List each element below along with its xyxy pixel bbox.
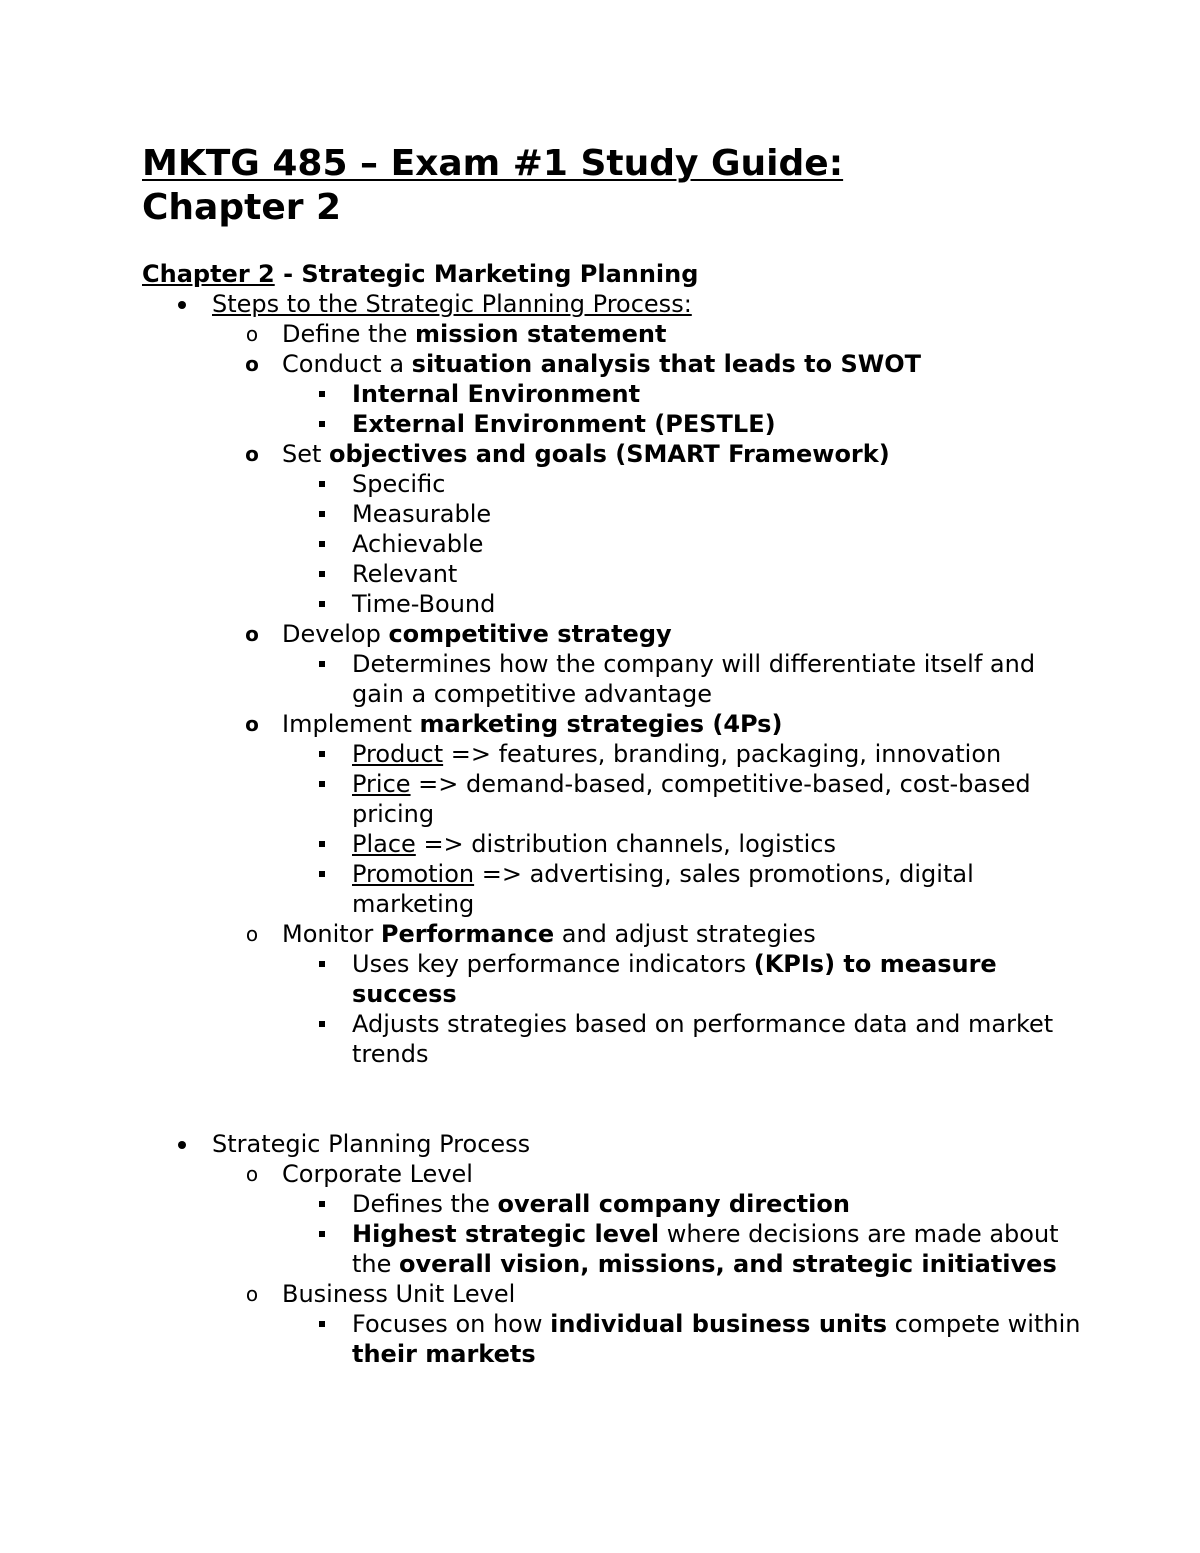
list-item	[282, 1189, 1082, 1219]
sub-item-text: Achievable	[352, 530, 484, 558]
step-text: Develop	[282, 620, 389, 648]
spacer	[142, 1069, 1082, 1129]
sub-item-bold: their markets	[352, 1340, 536, 1368]
sub-item-bold: (KPIs) to measure success	[352, 950, 997, 1008]
step-text: Define the	[282, 320, 415, 348]
list-item	[282, 529, 1082, 559]
step-text: Monitor	[282, 920, 381, 948]
list-item	[282, 589, 1082, 619]
sub-item-bold: overall vision, missions, and strategic initiatives	[399, 1250, 1057, 1278]
circle-bullet-icon: o	[245, 322, 259, 346]
sub-list	[282, 649, 1082, 709]
p-text: => features, branding, packaging, innovation	[443, 740, 1002, 768]
list-item	[282, 559, 1082, 589]
step-bold: competitive strategy	[388, 620, 672, 648]
top-level-list	[142, 1129, 1082, 1369]
circle-bullet-icon: o	[245, 352, 259, 376]
sub-item-bold: individual business units	[550, 1310, 887, 1338]
sub-item-text: External Environment (PESTLE)	[352, 410, 776, 438]
levels-list	[212, 1159, 1082, 1369]
list-item	[212, 439, 1082, 619]
sub-item-text: compete within	[886, 1310, 1081, 1338]
sub-item-bold: overall company direction	[497, 1190, 850, 1218]
step-text: Set	[282, 440, 330, 468]
step-bold: mission statement	[414, 320, 667, 348]
p-text: => demand-based, competitive-based, cost-based pricing	[352, 770, 1031, 828]
sub-list	[282, 379, 1082, 439]
p-label: Price	[352, 770, 411, 798]
list-item	[282, 499, 1082, 529]
list-item	[282, 469, 1082, 499]
step-text: and adjust strategies	[554, 920, 816, 948]
list-item	[282, 769, 1082, 829]
list-item	[282, 1009, 1082, 1069]
list-item	[212, 709, 1082, 919]
list-item	[282, 1219, 1082, 1279]
step-bold: marketing strategies (4Ps)	[419, 710, 783, 738]
list-item	[142, 1129, 1082, 1369]
circle-bullet-icon: o	[245, 1162, 259, 1186]
process-label: Strategic Planning Process	[212, 1130, 531, 1158]
level-label: Business Unit Level	[282, 1280, 516, 1308]
level-label: Corporate Level	[282, 1160, 473, 1188]
p-label: Product	[352, 740, 444, 768]
steps-list	[212, 319, 1082, 1069]
step-bold: objectives and goals (SMART Framework)	[329, 440, 890, 468]
page-title	[142, 142, 1082, 230]
sub-item-text: Time-Bound	[352, 590, 496, 618]
list-item	[282, 1309, 1082, 1369]
section-heading-text: - Strategic Marketing Planning	[274, 260, 699, 288]
list-item	[282, 949, 1082, 1009]
list-item	[282, 409, 1082, 439]
list-item	[282, 649, 1082, 709]
circle-bullet-icon: o	[245, 1282, 259, 1306]
sub-item-text: Determines how the company will differentiate itself and gain a competitive advantage	[352, 650, 1036, 708]
list-item	[212, 1279, 1082, 1369]
smart-list	[282, 469, 1082, 619]
sub-list	[282, 949, 1082, 1069]
top-level-list	[142, 289, 1082, 1069]
list-item	[212, 319, 1082, 349]
steps-label: Steps to the Strategic Planning Process:	[212, 290, 692, 318]
step-bold: Performance	[380, 920, 555, 948]
list-item	[212, 349, 1082, 439]
section-heading-chapter: Chapter 2	[142, 260, 275, 288]
sub-item-text: Specific	[352, 470, 446, 498]
list-item	[142, 289, 1082, 1069]
sub-list	[282, 1189, 1082, 1279]
sub-item-text: Measurable	[352, 500, 492, 528]
p-label: Promotion	[352, 860, 475, 888]
sub-item-text: Defines the	[352, 1190, 498, 1218]
sub-item-text: Internal Environment	[352, 380, 641, 408]
sub-item-text: Uses key performance indicators	[352, 950, 754, 978]
list-item	[212, 919, 1082, 1069]
list-item	[212, 619, 1082, 709]
sub-item-bold: Highest strategic level	[352, 1220, 660, 1248]
title-line-2: Chapter 2	[142, 187, 342, 228]
step-text: Conduct a	[282, 350, 412, 378]
document-page	[142, 142, 1082, 1369]
sub-item-text: Relevant	[352, 560, 458, 588]
four-ps-list	[282, 739, 1082, 919]
list-item	[282, 739, 1082, 769]
circle-bullet-icon: o	[245, 712, 259, 736]
list-item	[212, 1159, 1082, 1279]
circle-bullet-icon: o	[245, 922, 259, 946]
list-item	[282, 829, 1082, 859]
step-bold: situation analysis that leads to SWOT	[411, 350, 922, 378]
section-heading	[142, 259, 1082, 289]
p-text: => distribution channels, logistics	[415, 830, 836, 858]
sub-item-text: Focuses on how	[352, 1310, 551, 1338]
step-text: Implement	[282, 710, 420, 738]
p-label: Place	[352, 830, 416, 858]
sub-item-text: Adjusts strategies based on performance data and market trends	[352, 1010, 1054, 1068]
circle-bullet-icon: o	[245, 442, 259, 466]
p-text: => advertising, sales promotions, digital marketing	[352, 860, 974, 918]
list-item	[282, 859, 1082, 919]
list-item	[282, 379, 1082, 409]
sub-item-text: where decisions are made about the	[352, 1220, 1059, 1278]
title-line-1: MKTG 485 – Exam #1 Study Guide:	[142, 143, 844, 184]
circle-bullet-icon: o	[245, 622, 259, 646]
sub-list	[282, 1309, 1082, 1369]
